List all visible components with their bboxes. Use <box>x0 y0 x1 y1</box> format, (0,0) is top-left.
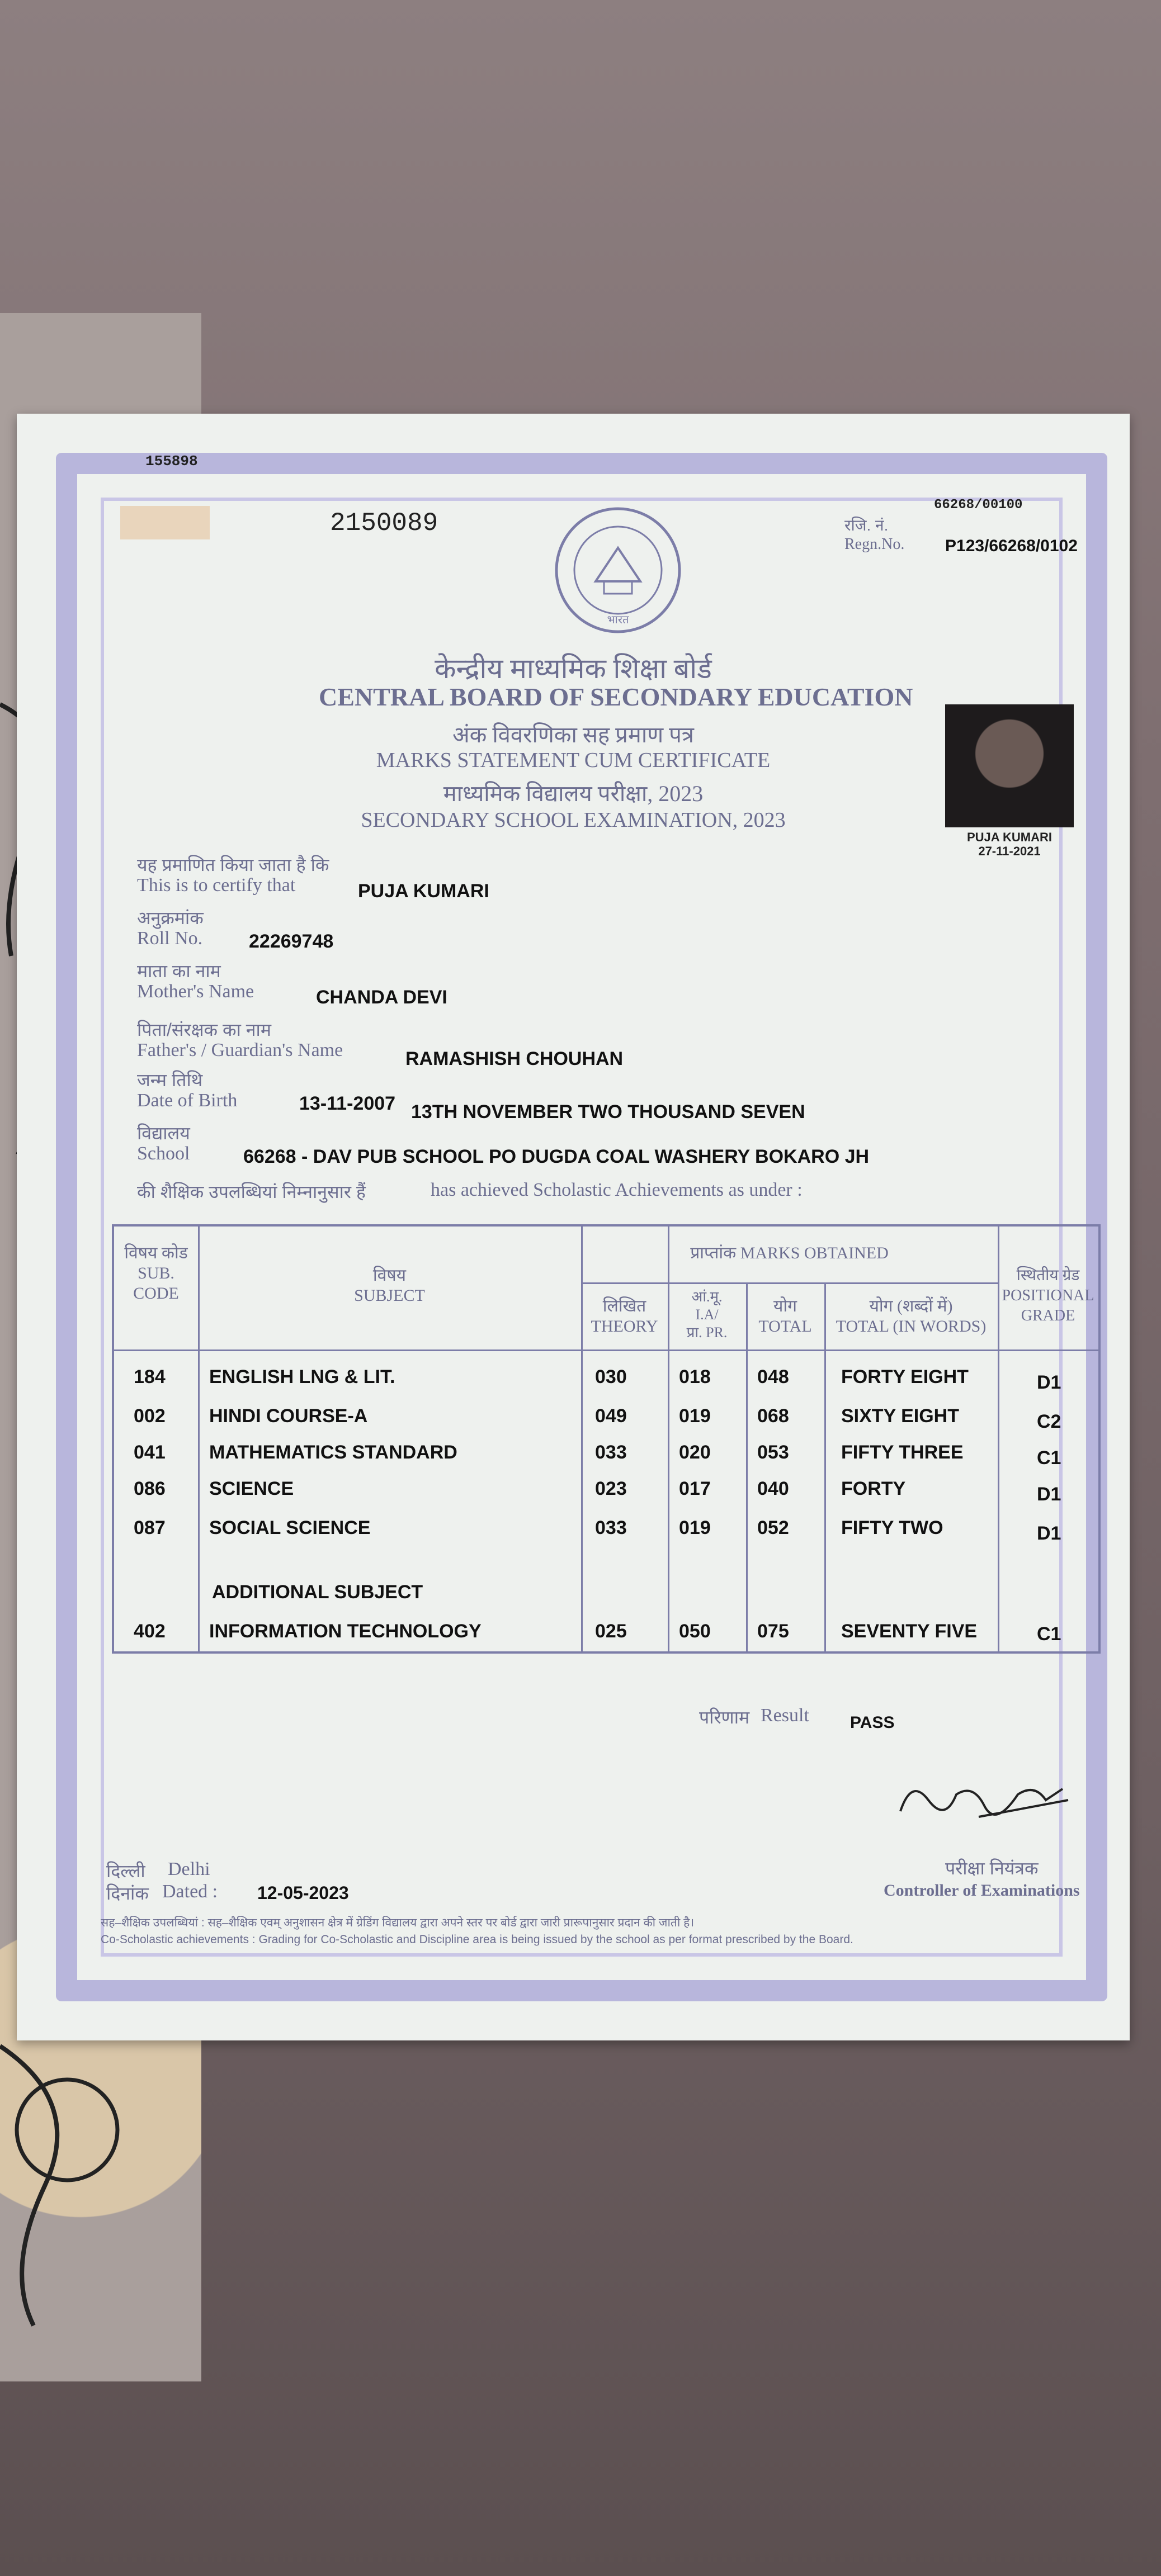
serial-number: 155898 <box>145 453 198 470</box>
co-scholastic-note-hindi: सह–शैक्षिक उपलब्धियां : सह–शैक्षिक एवम् अनुशासन क्षेत्र में ग्रेडिंग विद्यालय द्वारा अपने स्तर पर बोर्ड द्वारा जारी प्रारूपानुसार प्रदान की जाती है। <box>101 1916 695 1929</box>
school-name: 66268 - DAV PUB SCHOOL PO DUGDA COAL WASHERY BOKARO JH <box>243 1146 870 1167</box>
dated-label: Dated : <box>162 1881 218 1902</box>
place-hindi: दिल्ली <box>106 1861 145 1881</box>
cell-subject: HINDI COURSE-A <box>209 1405 368 1427</box>
stamp-strip <box>120 506 210 539</box>
co-scholastic-note: Co-Scholastic achievements : Grading for Co-Scholastic and Discipline area is being issued by the school as per format prescribed by the Board. <box>101 1933 853 1946</box>
result-hindi: परिणाम <box>699 1707 750 1727</box>
student-photo <box>945 704 1074 827</box>
exam-title: SECONDARY SCHOOL EXAMINATION, 2023 <box>361 808 786 832</box>
certificate-title: MARKS STATEMENT CUM CERTIFICATE <box>376 749 771 772</box>
header-theory: लिखित THEORY <box>591 1297 658 1336</box>
roll-hindi: अनुक्रमांक <box>137 908 204 928</box>
logo-text: भारत <box>607 613 629 626</box>
controller-signature <box>895 1767 1074 1834</box>
cell-subject: INFORMATION TECHNOLOGY <box>209 1621 482 1642</box>
cell-total-words: SIXTY EIGHT <box>841 1405 959 1427</box>
mother-name: CHANDA DEVI <box>316 987 447 1008</box>
board-name-hindi: केन्द्रीय माध्यमिक शिक्षा बोर्ड <box>435 653 712 684</box>
header-positional-grade: स्थितीय ग्रेड POSITIONAL GRADE <box>1002 1267 1094 1324</box>
certificate-number: 2150089 <box>330 509 438 538</box>
father-hindi: पिता/संरक्षक का नाम <box>137 1020 271 1040</box>
certify-hindi: यह प्रमाणित किया जाता है कि <box>137 855 329 875</box>
header-total: योग TOTAL <box>758 1297 812 1336</box>
mother-hindi: माता का नाम <box>137 961 221 981</box>
cell-ia: 018 <box>679 1366 711 1388</box>
cell-code: 086 <box>134 1478 166 1499</box>
header-ia-pr: आं.मू. I.A/ प्रा. PR. <box>686 1289 728 1341</box>
roll-number: 22269748 <box>249 931 334 952</box>
regn-number: P123/66268/0102 <box>945 537 1078 555</box>
cbse-logo-icon <box>551 503 685 637</box>
cell-subject: MATHEMATICS STANDARD <box>209 1442 457 1463</box>
controller-hindi: परीक्षा नियंत्रक <box>945 1858 1039 1878</box>
cell-total-words: SEVENTY FIVE <box>841 1621 978 1642</box>
photo-caption-name: PUJA KUMARI <box>967 830 1052 844</box>
top-right-code: 66268/00100 <box>934 498 1023 513</box>
title-hindi: अंक विवरणिका सह प्रमाण पत्र <box>452 722 694 747</box>
additional-subject-label: ADDITIONAL SUBJECT <box>212 1581 423 1603</box>
date-of-birth: 13-11-2007 <box>299 1093 396 1114</box>
cell-total: 040 <box>757 1478 789 1499</box>
regn-label: Regn.No. <box>844 536 905 553</box>
header-total-in-words: योग (शब्दों में) TOTAL (IN WORDS) <box>836 1297 987 1336</box>
marks-table <box>112 1224 1101 1654</box>
result-value: PASS <box>850 1713 895 1732</box>
cell-theory: 033 <box>595 1442 627 1463</box>
cell-subject: SCIENCE <box>209 1478 294 1499</box>
certify-label: This is to certify that <box>137 875 296 896</box>
cell-grade: D1 <box>1037 1523 1061 1544</box>
achieved-label: has achieved Scholastic Achievements as under : <box>431 1180 803 1200</box>
dob-label: Date of Birth <box>137 1090 238 1111</box>
cell-total: 048 <box>757 1366 789 1388</box>
exam-hindi: माध्यमिक विद्यालय परीक्षा, 2023 <box>443 781 704 806</box>
cell-code: 184 <box>134 1366 166 1388</box>
cell-total-words: FORTY <box>841 1478 906 1499</box>
cell-ia: 019 <box>679 1405 711 1427</box>
header-sub-code: विषय कोड SUB. CODE <box>124 1244 188 1303</box>
cell-theory: 025 <box>595 1621 627 1642</box>
photo-caption-date: 27-11-2021 <box>978 844 1041 858</box>
cell-total: 075 <box>757 1621 789 1642</box>
issue-date: 12-05-2023 <box>257 1883 349 1903</box>
board-name: CENTRAL BOARD OF SECONDARY EDUCATION <box>319 683 913 711</box>
cell-ia: 050 <box>679 1621 711 1642</box>
cell-theory: 049 <box>595 1405 627 1427</box>
cell-total: 053 <box>757 1442 789 1463</box>
cell-grade: D1 <box>1037 1372 1061 1393</box>
roll-label: Roll No. <box>137 928 203 949</box>
cell-ia: 017 <box>679 1478 711 1499</box>
achieved-hindi: की शैक्षिक उपलब्धियां निम्नानुसार हैं <box>137 1182 366 1202</box>
cell-theory: 030 <box>595 1366 627 1388</box>
student-name: PUJA KUMARI <box>358 880 489 902</box>
school-label: School <box>137 1143 190 1164</box>
controller-label: Controller of Examinations <box>884 1881 1080 1900</box>
cell-grade: C1 <box>1037 1623 1061 1645</box>
cell-grade: C1 <box>1037 1447 1061 1469</box>
header-subject: विषय SUBJECT <box>354 1266 425 1305</box>
cell-total-words: FIFTY THREE <box>841 1442 964 1463</box>
result-label: Result <box>761 1705 809 1726</box>
cell-ia: 019 <box>679 1517 711 1538</box>
header-marks-obtained: प्राप्तांक MARKS OBTAINED <box>690 1244 889 1262</box>
mother-label: Mother's Name <box>137 981 254 1002</box>
place-label: Delhi <box>168 1859 210 1879</box>
cell-total: 052 <box>757 1517 789 1538</box>
cell-subject: SOCIAL SCIENCE <box>209 1517 371 1538</box>
father-name: RAMASHISH CHOUHAN <box>405 1048 624 1069</box>
cell-subject: ENGLISH LNG & LIT. <box>209 1366 395 1388</box>
marks-certificate <box>17 414 1130 2040</box>
cell-total-words: FORTY EIGHT <box>841 1366 969 1388</box>
cell-theory: 033 <box>595 1517 627 1538</box>
regn-label-hi: रजि. नं. <box>844 517 889 534</box>
cell-code: 041 <box>134 1442 166 1463</box>
school-hindi: विद्यालय <box>137 1123 190 1143</box>
dob-hindi: जन्म तिथि <box>137 1070 203 1090</box>
cell-code: 002 <box>134 1405 166 1427</box>
cell-grade: C2 <box>1037 1411 1061 1432</box>
cell-grade: D1 <box>1037 1484 1061 1505</box>
cell-total: 068 <box>757 1405 789 1427</box>
cell-theory: 023 <box>595 1478 627 1499</box>
cell-code: 087 <box>134 1517 166 1538</box>
dated-hindi: दिनांक <box>106 1883 149 1903</box>
cell-total-words: FIFTY TWO <box>841 1517 943 1538</box>
father-label: Father's / Guardian's Name <box>137 1040 343 1060</box>
dob-in-words: 13TH NOVEMBER TWO THOUSAND SEVEN <box>411 1101 805 1123</box>
cell-code: 402 <box>134 1621 166 1642</box>
cell-ia: 020 <box>679 1442 711 1463</box>
